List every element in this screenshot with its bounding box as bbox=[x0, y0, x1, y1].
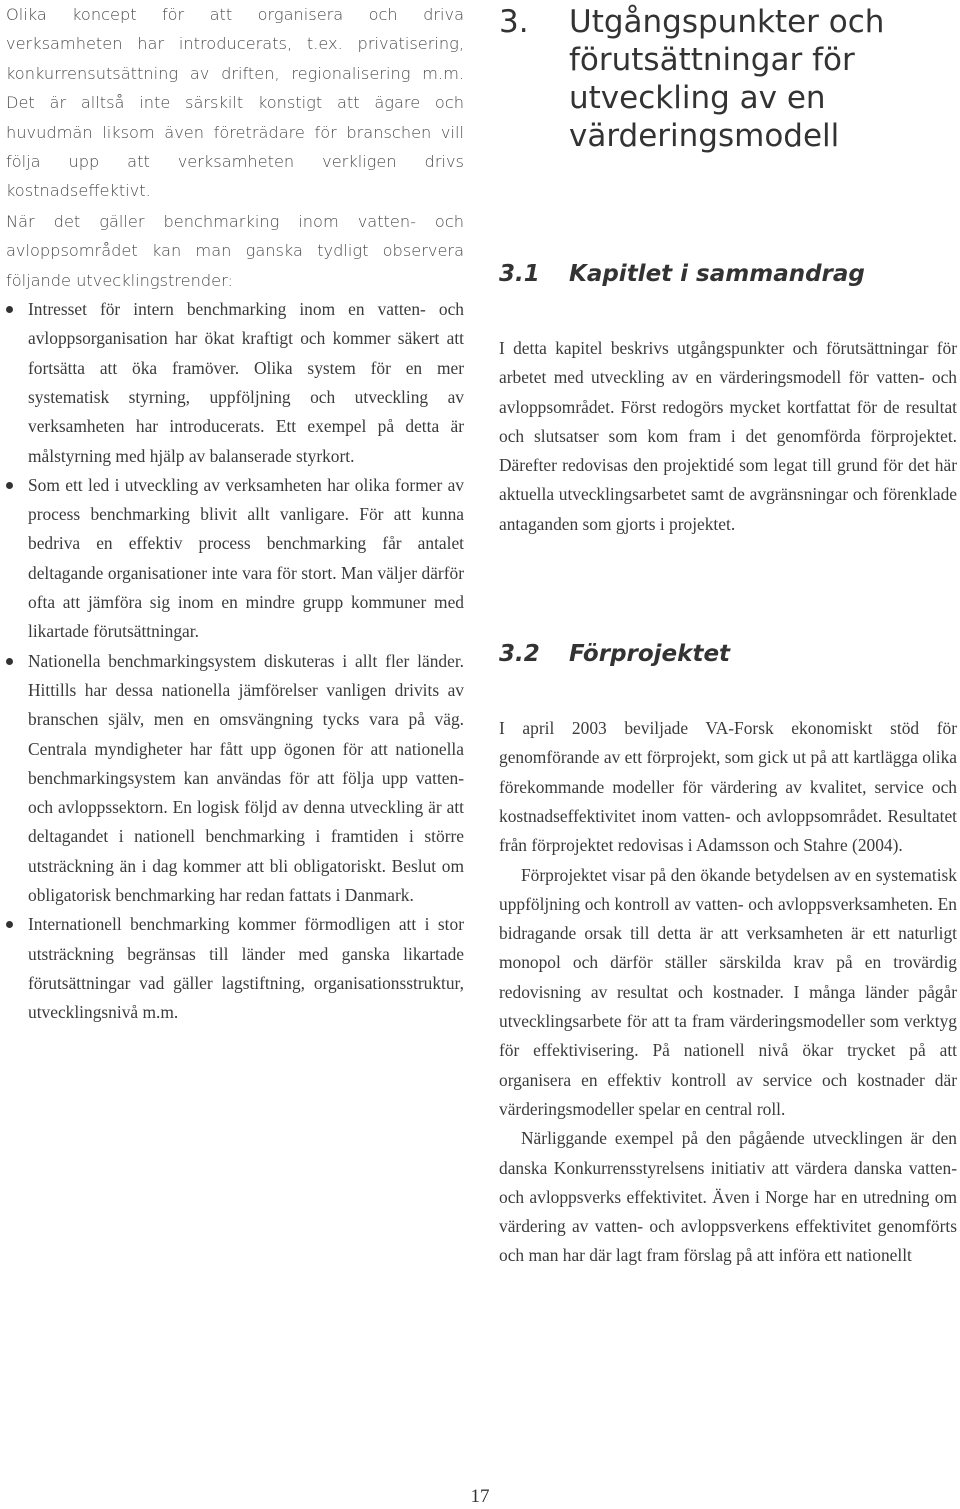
summary-paragraph: I detta kapitel beskrivs utgångspunkter och förutsättningar för arbetet med utveckling av en värderingsmodell för vatten- och avloppsområdet. Först redogörs mycket kortfattat för de resultat och slutsatser som kom fram i det genomförda förprojektet. Därefter redovisas den projektidé som legat till grund för det här aktuella utvecklingsarbetet samt de avgränsningar och förenklade antaganden som gjorts i projektet. bbox=[499, 338, 957, 534]
bullet-icon bbox=[6, 921, 13, 928]
chapter-heading bbox=[499, 3, 957, 155]
left-column bbox=[6, 0, 464, 1027]
trend-text: Intresset för intern benchmarking inom en vatten- och avloppsorganisation har ökat kraftigt och kommer säkert att fortsätta att öka framöver. Olika system för en mer systematisk styrning, uppföljning och utveckling av verksamheten har introducerats. Ett exempel på detta är målstyrning med hjälp av balanserade styrkort. bbox=[28, 299, 464, 466]
preproject-paragraph-3: Närliggande exempel på den pågående utvecklingen är den danska Konkurrensstyrelsens initiativ att värdera danska vatten- och avloppsverks effektivitet. Även i Norge har en utredning om värdering av vatten- och avloppsverkens effektivitet genomförts och man har där lagt fram förslag på att införa ett nationellt bbox=[499, 1128, 957, 1266]
section-title: Kapitlet i sammandrag bbox=[569, 261, 865, 287]
trend-text: Internationell benchmarking kommer förmodligen att i stor utsträckning begränsas till länder med ganska likartade förutsättningar vad gäller lagstiftning, organisationsstruktur, utvecklingsnivå m.m. bbox=[28, 914, 464, 1023]
section-number: 3.1 bbox=[499, 261, 540, 287]
page-number: 17 bbox=[470, 1486, 490, 1507]
trend-text: Nationella benchmarkingsystem diskuteras i allt fler länder. Hittills har dessa nationella jämförelser vanligen drivits av branschen själv, men en omsvängning tycks vara på väg. Centrala myndigheter har fått upp ögonen för att nationella benchmarkingsystem kan användas för att följa upp vatten- och avloppssektorn. En logisk följd av denna utveckling är att deltagandet i nationell benchmarking i framtiden i större utsträckning än i dag kommer att bli obligatoriskt. Beslut om obligatorisk benchmarking har redan fattats i Danmark. bbox=[28, 650, 464, 905]
trend-list-item bbox=[6, 910, 464, 1027]
trend-list-item bbox=[6, 295, 464, 471]
right-column bbox=[499, 0, 957, 1271]
section-number: 3.2 bbox=[499, 641, 540, 668]
trend-text: Som ett led i utveckling av verksamheten har olika former av process benchmarking blivit allt vanligare. För att kunna bedriva en effektiv process benchmarking får antalet deltagande organisationer inte vara för stort. Man väljer därför ofta att jämföra sig inom en mindre grupp kommuner med likartade förutsättningar. bbox=[28, 474, 464, 642]
intro-paragraph-1: Olika koncept för att organisera och driva verksamheten har introducerats, t.ex. privatisering, konkurrensutsättning av driften, regionalisering m.m. Det är alltså inte särskilt konstigt att ägare och huvudmän liksom även företrädare för branschen vill följa upp att verksamheten verkligen drivs kostnadseffektivt. bbox=[6, 5, 464, 201]
bullet-icon bbox=[6, 306, 13, 313]
bullet-icon bbox=[6, 658, 13, 665]
preproject-paragraph-2: Förprojektet visar på den ökande betydelsen av en systematisk uppföljning och kontroll av vatten- och avloppsverksamheten. En bidragande orsak till detta är att verksamheten är ett naturligt monopol och därför ställer särskilda krav på en trovärdig redovisning av resultat och kostnader. I många länder pågår utvecklingsarbete för att ta fram värderingsmodeller som verktyg för effektivisering. På nationell nivå ökar trycket på att organisera en effektiv kontroll av service och kostnader där värderingsmodeller spelar en central roll. bbox=[499, 864, 957, 1119]
trend-list-item bbox=[6, 647, 464, 911]
trend-list bbox=[6, 295, 464, 1027]
intro-paragraph-2: När det gäller benchmarking inom vatten- och avloppsområdet kan man ganska tydligt observera följande utvecklingstrender: bbox=[6, 211, 464, 290]
chapter-number: 3. bbox=[499, 4, 529, 40]
section-heading-3-2 bbox=[499, 639, 957, 669]
trend-list-item bbox=[6, 471, 464, 647]
preproject-paragraph-1: I april 2003 beviljade VA-Forsk ekonomiskt stöd för genomförande av ett förprojekt, som gick ut på att kartlägga olika förekommande modeller för värdering av kvalitet, service och kostnadseffektivitet inom vatten- och avloppsområdet. Resultatet från förprojektet redovisas i Adamsson och Stahre (2004). bbox=[499, 718, 957, 856]
section-heading-3-1 bbox=[499, 259, 957, 289]
chapter-title: Utgångspunkter och förutsättningar för utveckling av en värderingsmodell bbox=[569, 4, 885, 154]
bullet-icon bbox=[6, 482, 13, 489]
section-title: Förprojektet bbox=[569, 641, 731, 668]
